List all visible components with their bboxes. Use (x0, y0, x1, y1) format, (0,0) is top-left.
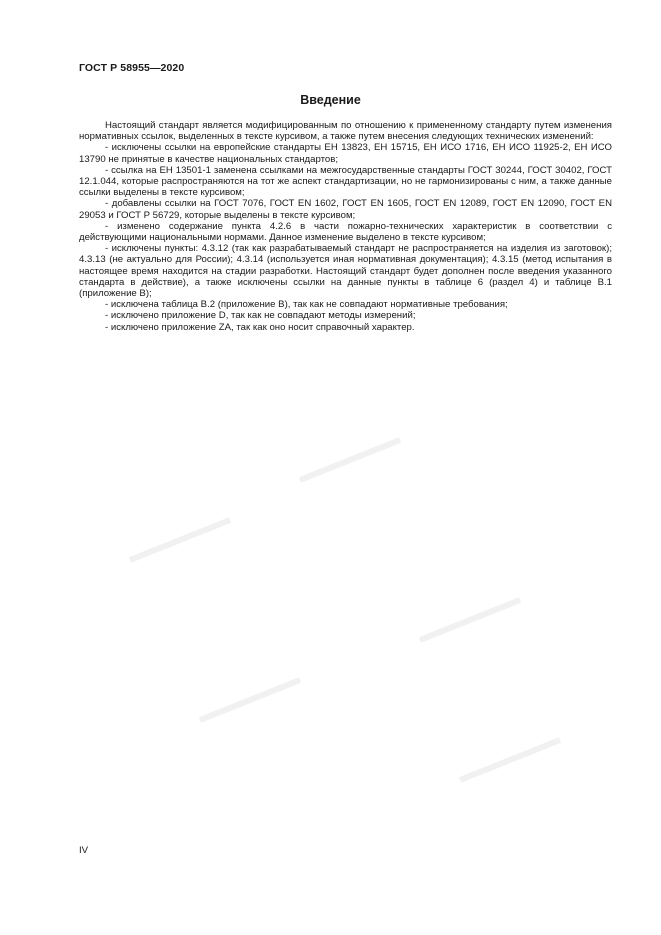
list-item: - исключено приложение D, так как не совпадают методы измерений; (105, 310, 416, 322)
list-item: - добавлены ссылки на ГОСТ 7076, ГОСТ EN 1602, ГОСТ EN 1605, ГОСТ EN 12089, ГОСТ EN 12090, ГОСТ EN 29053 и ГОСТ Р 56729, которые выделены в тексте курсивом; (79, 198, 612, 221)
paragraph: Настоящий стандарт является модифицированным по отношению к примененному стандарту путем изменения нормативных ссылок, выделенных в тексте курсивом, а также путем внесения следующих технических изменений: (79, 120, 612, 143)
list-item: - изменено содержание пункта 4.2.6 в части пожарно-технических характеристик в соответствии с действующими национальными нормами. Данное изменение выделено в тексте курсивом; (79, 220, 612, 244)
list-item: - ссылка на ЕН 13501-1 заменена ссылками на межгосударственные стандарты ГОСТ 30244, ГОСТ 30402, ГОСТ 12.1.044, которые распространяются на тот же аспект стандартизации, но не гармонизированы с ним, а также данные ссылки выделены в тексте курсивом; (79, 164, 612, 199)
list-item: - исключены ссылки на европейские стандарты ЕН 13823, ЕН 15715, ЕН ИСО 1716, ЕН ИСО 11925-2, ЕН ИСО 13790 не принятые в качестве национальных стандартов; (79, 142, 612, 165)
list-item: - исключена таблица В.2 (приложение В), так как не совпадают нормативные требования; (105, 299, 508, 311)
section-title: Введение (300, 93, 361, 107)
introduction-body (79, 120, 612, 333)
page-number: IV (79, 845, 89, 856)
list-item: - исключено приложение ZA, так как оно носит справочный характер. (105, 321, 415, 333)
list-item: - исключены пункты: 4.3.12 (так как разрабатываемый стандарт не распространяется на изделия из заготовок); 4.3.13 (не актуально для России); 4.3.14 (используется иная нормативная документация); 4.3.15 (метод испытания в настоящее время находится на стадии разработки. Настоящий стандарт будет дополнен после введения указанного стандарта в действие), а также исключены ссылки на данные пункты в таблице 6 (раздел 4) и таблице В.1 (приложение В); (79, 243, 612, 300)
document-code: ГОСТ Р 58955—2020 (79, 62, 185, 74)
